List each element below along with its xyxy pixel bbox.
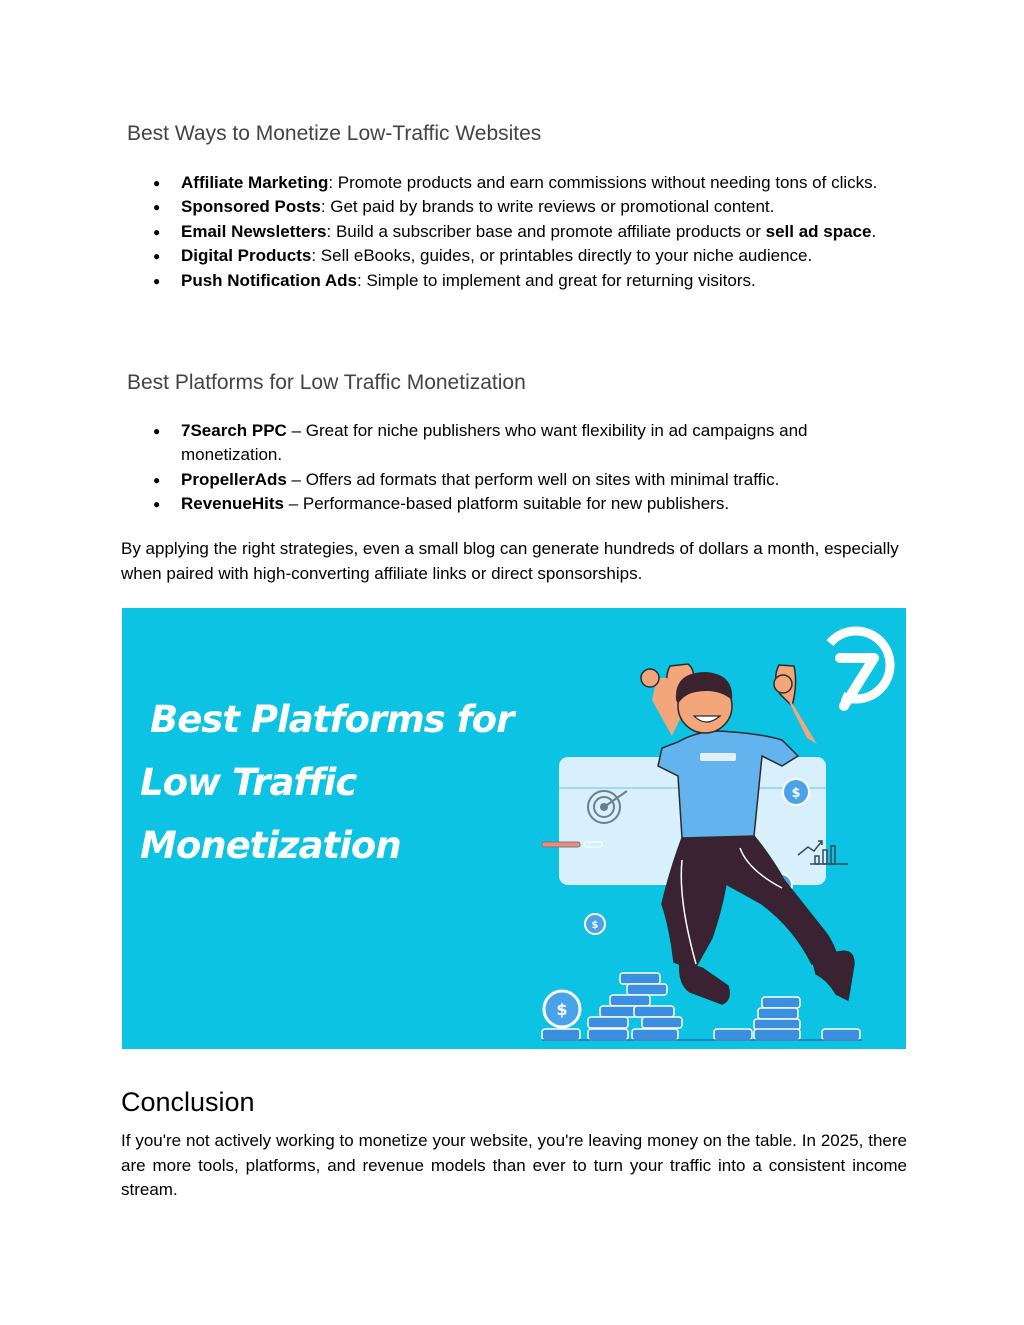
coin-icon: [544, 991, 580, 1027]
bullet-icon: ●: [153, 249, 161, 264]
monetize-ways-list: [153, 171, 901, 293]
item-label: 7Search PPC: [181, 421, 287, 440]
coin-icon: [783, 779, 809, 805]
item-label: Affiliate Marketing: [181, 173, 329, 192]
bullet-icon: ●: [153, 224, 161, 239]
bullet-icon: ●: [153, 200, 161, 215]
bullet-icon: ●: [153, 176, 161, 190]
item-text: : Build a subscriber base and promote affiliate products or: [326, 221, 766, 241]
bullet-icon: ●: [153, 273, 161, 288]
banner-title: [140, 688, 513, 877]
bullet-icon: ●: [153, 424, 161, 438]
item-label: Sponsored Posts: [181, 197, 321, 217]
conclusion-paragraph: If you're not actively working to monetize your website, you're leaving money on the table. In 2025, there are more tools, platforms, and revenue models than ever to turn your traffic into a consistent income stream.: [121, 1131, 907, 1200]
section-heading-platforms: Best Platforms for Low Traffic Monetization: [127, 371, 526, 394]
seven-search-logo-icon: [808, 617, 904, 713]
item-label: Email Newsletters: [181, 221, 327, 241]
item-label: Push Notification Ads: [181, 270, 357, 290]
item-label: RevenueHits: [181, 494, 284, 514]
strategies-paragraph: By applying the right strategies, even a small blog can generate hundreds of dollars a month, especially when paired with high-converting affiliate links or direct sponsorships.: [121, 539, 899, 583]
list-item: [153, 419, 901, 468]
list-item: [153, 492, 901, 516]
banner-title-line: Monetization: [140, 824, 401, 867]
list-item: [153, 269, 901, 293]
item-text: – Performance-based platform suitable for new publishers.: [283, 494, 730, 514]
banner-title-line: Best Platforms for: [150, 698, 514, 741]
item-bold-tail: sell ad space: [765, 221, 872, 241]
item-text: : Sell eBooks, guides, or printables directly to your niche audience.: [311, 246, 813, 266]
list-item: [153, 171, 901, 195]
coin-icon: [585, 914, 605, 934]
bullet-icon: ●: [153, 497, 161, 512]
banner-title-line: Low Traffic: [140, 761, 357, 804]
item-text: – Great for niche publishers who want flexibility in ad campaigns and monetization.: [181, 421, 808, 465]
item-label: Digital Products: [181, 246, 312, 266]
item-text: : Get paid by brands to write reviews or promotional content.: [320, 197, 775, 217]
platforms-list: [153, 419, 901, 517]
item-text: – Offers ad formats that perform well on sites with minimal traffic.: [286, 469, 780, 489]
item-tail: .: [871, 221, 877, 241]
list-item: [153, 195, 901, 219]
list-item: [153, 220, 901, 244]
item-text: : Promote products and earn commissions without needing tons of clicks.: [328, 173, 878, 192]
banner-image: [122, 608, 906, 1049]
item-label: PropellerAds: [181, 469, 287, 489]
svg-text:$: $: [791, 786, 801, 801]
svg-text:$: $: [591, 920, 599, 931]
list-item: [153, 244, 901, 268]
list-item: [153, 468, 901, 492]
svg-text:$: $: [556, 1000, 568, 1019]
item-text: : Simple to implement and great for returning visitors.: [357, 270, 756, 290]
section-heading-monetize-ways: Best Ways to Monetize Low-Traffic Websites: [127, 122, 542, 145]
conclusion-heading: Conclusion: [121, 1087, 255, 1117]
progress-bar: [542, 842, 580, 847]
bullet-icon: ●: [153, 472, 161, 487]
